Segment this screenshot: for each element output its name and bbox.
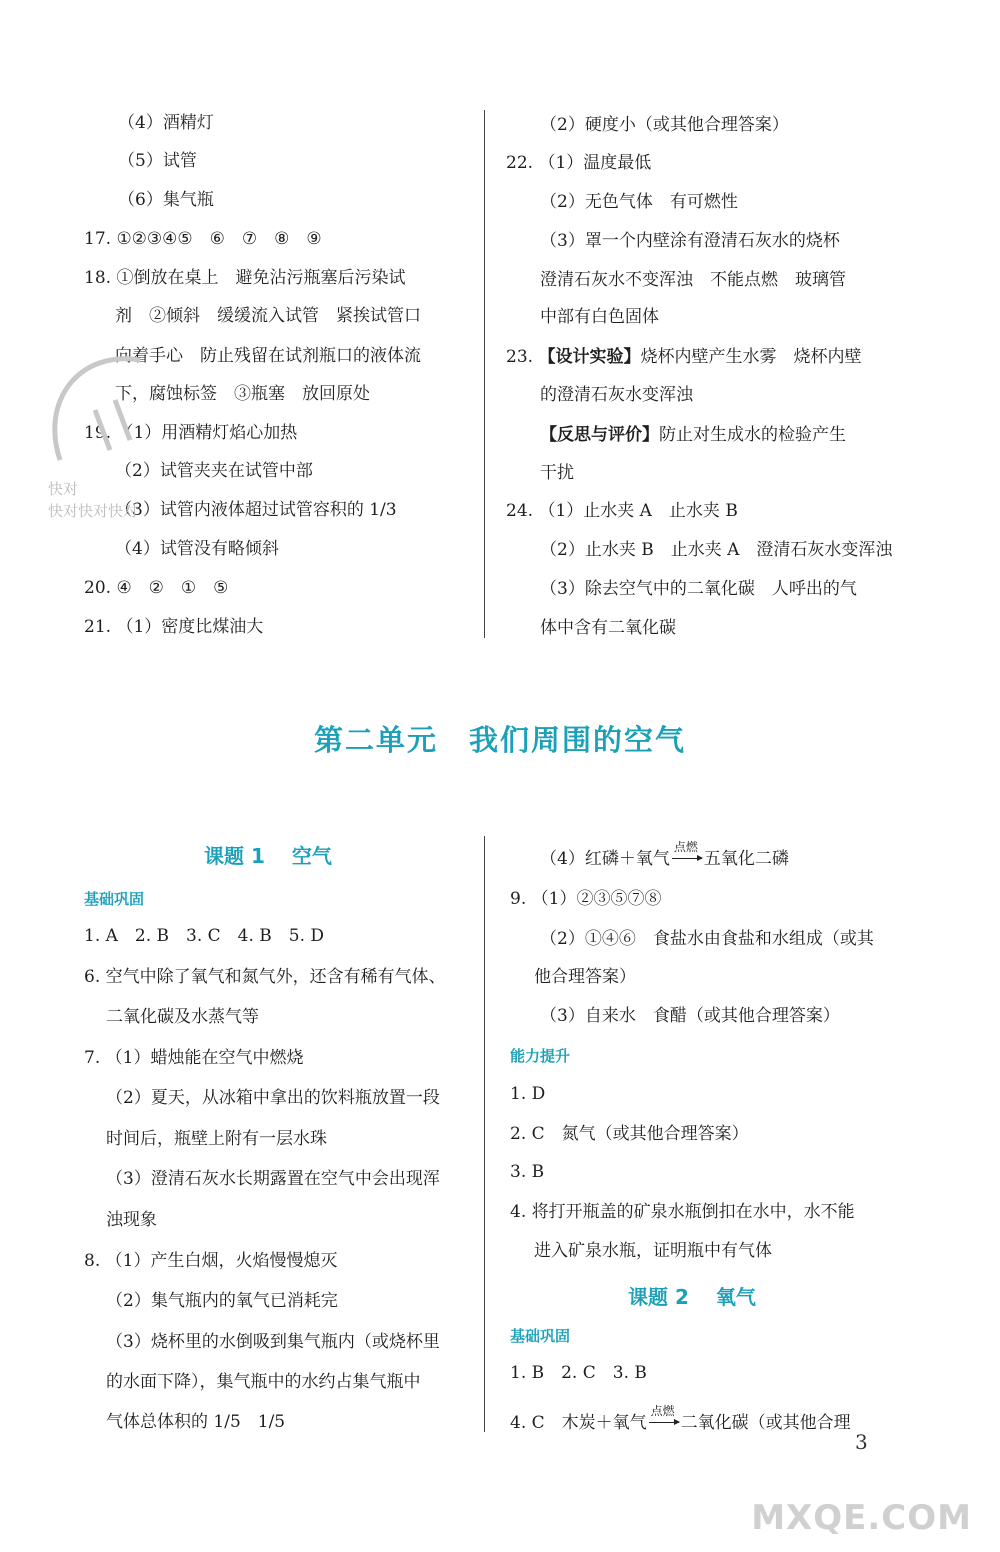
reflection-tag: 【反思与评价】 xyxy=(540,425,659,445)
answer-line xyxy=(540,840,789,870)
column-divider xyxy=(484,836,485,1432)
answer-line xyxy=(506,346,861,368)
answer-line: 17. ①②③④⑤ ⑥ ⑦ ⑧ ⑨ xyxy=(84,229,322,249)
answer-line: （4）酒精灯 xyxy=(118,113,214,133)
answer-line: 20. ④ ② ① ⑤ xyxy=(84,578,229,598)
answer-line: 3. B xyxy=(510,1162,545,1182)
answer-line: （3）澄清石灰水长期露置在空气中会出现浑 xyxy=(106,1169,440,1189)
reaction-arrow xyxy=(670,840,704,870)
answer-line: （2）无色气体 有可燃性 xyxy=(540,192,738,212)
answer-line: 他合理答案） xyxy=(534,967,636,987)
answer-line: 2. C 氮气（或其他合理答案） xyxy=(510,1124,749,1144)
answer-line: 1. D xyxy=(510,1084,546,1104)
answer-line: 气体总体积的 1/5 1/5 xyxy=(106,1412,286,1432)
answer-line: （5）试管 xyxy=(118,151,197,171)
watermark: 快对 快对快对快对 xyxy=(48,480,139,520)
unit-title: 第二单元 我们周围的空气 xyxy=(313,723,686,757)
answer-line: 6. 空气中除了氧气和氮气外，还含有稀有气体、 xyxy=(84,967,446,987)
answer-line: 1. B 2. C 3. B xyxy=(510,1363,647,1383)
answer-line: 的水面下降），集气瓶中的水约占集气瓶中 xyxy=(106,1372,421,1392)
answer-line: （3）除去空气中的二氧化碳 人呼出的气 xyxy=(540,579,857,599)
answer-line: 21. （1）密度比煤油大 xyxy=(84,617,264,637)
equation-right: 五氧化二磷 xyxy=(703,849,789,869)
subsection-heading: 基础巩固 xyxy=(510,1327,571,1345)
answer-line: （2）试管夹夹在试管中部 xyxy=(115,461,313,481)
answer-line: 19. （1）用酒精灯焰心加热 xyxy=(84,423,298,443)
answer-line: （3）烧杯里的水倒吸到集气瓶内（或烧杯里 xyxy=(106,1332,440,1352)
answer-line: （4）试管没有略倾斜 xyxy=(115,539,279,559)
answer-line: 18. ①倒放在桌上 避免沾污瓶塞后污染试 xyxy=(84,268,406,288)
reaction-condition: 点燃 xyxy=(650,1404,675,1418)
reaction-condition: 点燃 xyxy=(673,840,698,854)
answer-line: 二氧化碳及水蒸气等 xyxy=(106,1007,259,1027)
answer-line: 4. 将打开瓶盖的矿泉水瓶倒扣在水中，水不能 xyxy=(510,1202,855,1222)
answer-line: 9. （1）②③⑤⑦⑧ xyxy=(510,889,662,909)
page-number: 3 xyxy=(855,1430,868,1454)
subsection-heading: 能力提升 xyxy=(510,1047,571,1065)
answer-line: 24. （1）止水夹 A 止水夹 B xyxy=(506,501,738,521)
answer-line: （2）①④⑥ 食盐水由食盐和水组成（或其 xyxy=(540,929,874,949)
answer-line: 8. （1）产生白烟，火焰慢慢熄灭 xyxy=(84,1251,338,1271)
answer-line: （6）集气瓶 xyxy=(118,190,214,210)
answer-line: （2）硬度小（或其他合理答案） xyxy=(540,115,789,135)
answer-line: （2）止水夹 B 止水夹 A 澄清石灰水变浑浊 xyxy=(540,540,893,560)
answer-line: 下，腐蚀标签 ③瓶塞 放回原处 xyxy=(115,384,370,404)
answer-line: （3）罩一个内壁涂有澄清石灰水的烧杯 xyxy=(540,231,840,251)
answer-line: 22. （1）温度最低 xyxy=(506,153,652,173)
answer-line: 中部有白色固体 xyxy=(540,307,659,327)
answer-line: 浊现象 xyxy=(106,1210,157,1230)
equation-right: 二氧化碳（或其他合理 xyxy=(680,1413,851,1433)
watermark-logo-icon xyxy=(40,340,160,470)
answer-line: 向着手心 防止残留在试剂瓶口的液体流 xyxy=(115,346,421,366)
answer-line: （2）夏天，从冰箱中拿出的饮料瓶放置一段 xyxy=(106,1088,440,1108)
answer-line: 1. A 2. B 3. C 4. B 5. D xyxy=(84,926,325,946)
reaction-arrow xyxy=(647,1404,681,1434)
answer-line: 澄清石灰水不变浑浊 不能点燃 玻璃管 xyxy=(540,270,846,290)
answer-line: 时间后，瓶壁上附有一层水珠 xyxy=(106,1129,327,1149)
answer-line: （3）试管内液体超过试管容积的 1/3 xyxy=(115,500,397,520)
answer-line: 7. （1）蜡烛能在空气中燃烧 xyxy=(84,1048,304,1068)
answer-line: 干扰 xyxy=(540,463,574,483)
design-experiment-tag: 【设计实验】 xyxy=(538,347,641,367)
topic-heading: 课题 2 氧气 xyxy=(628,1285,756,1309)
column-divider xyxy=(484,110,485,638)
question-number: 23. xyxy=(506,347,539,367)
answer-line xyxy=(540,424,846,446)
answer-text: 烧杯内壁产生水雾 烧杯内壁 xyxy=(640,347,862,367)
answer-text: 防止对生成水的检验产生 xyxy=(659,425,846,445)
answer-line: 进入矿泉水瓶，证明瓶中有气体 xyxy=(534,1241,772,1261)
answer-line: （3）自来水 食醋（或其他合理答案） xyxy=(540,1006,840,1026)
site-watermark: MXQE.COM xyxy=(751,1498,972,1538)
answer-line xyxy=(510,1404,851,1434)
answer-line: （2）集气瓶内的氧气已消耗完 xyxy=(106,1291,338,1311)
answer-line: 的澄清石灰水变浑浊 xyxy=(540,385,693,405)
subsection-heading: 基础巩固 xyxy=(84,890,145,908)
equation-left: （4）红磷＋氧气 xyxy=(540,849,670,869)
answer-line: 体中含有二氧化碳 xyxy=(540,618,676,638)
answer-line: 剂 ②倾斜 缓缓流入试管 紧挨试管口 xyxy=(115,306,421,326)
equation-left: 4. C 木炭＋氧气 xyxy=(510,1413,647,1433)
topic-heading: 课题 1 空气 xyxy=(204,844,332,868)
